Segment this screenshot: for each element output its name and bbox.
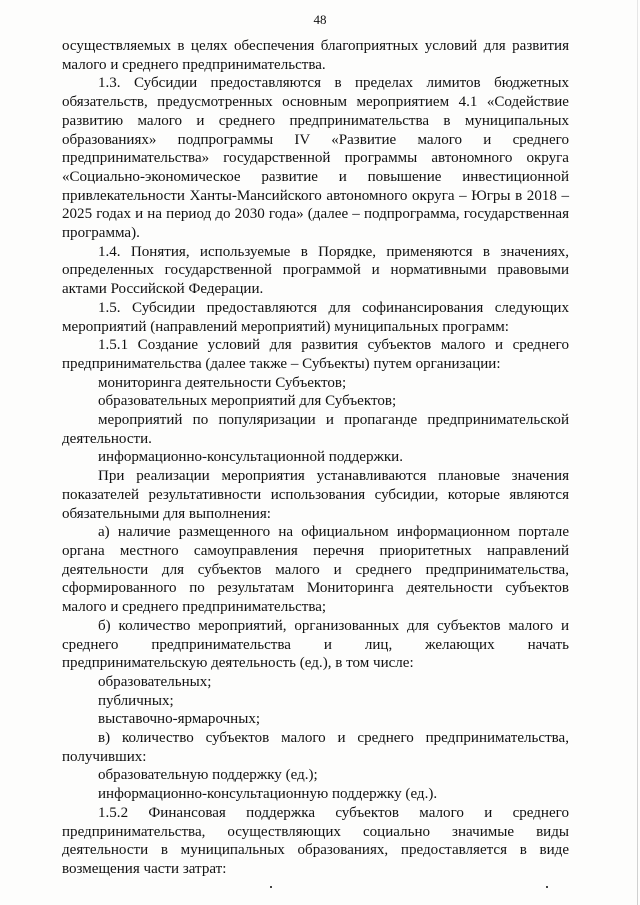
paragraph-1-5-1: 1.5.1 Создание условий для развития субъектов малого и среднего предпринимательства (далее также – Субъекты) путем организации:	[62, 337, 569, 372]
document-body	[62, 37, 569, 879]
list-item-education-events: образовательных мероприятий для Субъектов;	[98, 393, 397, 410]
indicator-c: в) количество субъектов малого и среднего предпринимательства, получивших:	[62, 730, 569, 765]
paragraph-1-5: 1.5. Субсидии предоставляются для софинансирования следующих мероприятий (направлений мероприятий) муниципальных программ:	[62, 299, 569, 335]
scan-edge	[637, 0, 638, 905]
list-item-info-support: информационно-консультационной поддержки.	[98, 449, 403, 466]
indicator-a: а) наличие размещенного на официальном информационном портале органа местного самоуправления перечня приоритетных направлений деятельности для субъектов малого и среднего предпринимательства, сформированного по результатам Мониторинга деятельности субъектов малого и среднего предпринимательства;	[62, 524, 569, 616]
indicator-b: б) количество мероприятий, организованных для субъектов малого и среднего предпринимательства и лиц, желающих начать предпринимательскую деятельность (ед.), в том числе:	[62, 617, 569, 672]
list-item-educational-support: образовательную поддержку (ед.);	[98, 767, 318, 784]
list-item-popularization: мероприятий по популяризации и пропаганде предпринимательской деятельности.	[62, 412, 569, 447]
list-item-consult-support: информационно-консультационную поддержку (ед.).	[98, 786, 438, 803]
paragraph-continuation: осуществляемых в целях обеспечения благоприятных условий для развития малого и среднего предпринимательства.	[62, 38, 569, 73]
paragraph-1-5-2: 1.5.2 Финансовая поддержка субъектов малого и среднего предпринимательства, осуществляющих социально значимые виды деятельности в муниципальных образованиях, предоставляется в виде возмещения части затрат:	[62, 804, 569, 877]
list-item-public: публичных;	[98, 692, 174, 709]
page-number: 48	[313, 12, 327, 27]
paragraph-1-4: 1.4. Понятия, используемые в Порядке, применяются в значениях, определенных государственной программой и нормативными правовыми актами Российской Федерации.	[62, 243, 569, 298]
scan-speck	[270, 886, 272, 888]
list-item-monitoring: мониторинга деятельности Субъектов;	[98, 374, 347, 391]
paragraph-1-3: 1.3. Субсидии предоставляются в пределах лимитов бюджетных обязательств, предусмотренных основным мероприятием 4.1 «Содействие развитию малого и среднего предпринимательства в муниципальных образованиях» подпрограммы IV «Развитие малого и среднего предпринимательства» государственной программы автономного округа «Социально-экономическое развитие и повышение инвестиционной привлекательности Ханты-Мансийского автономного округа – Югры в 2018 – 2025 годах и на период до 2030 года» (далее – подпрограмма, государственная программа).	[62, 75, 569, 242]
paragraph-indicators: При реализации мероприятия устанавливаются плановые значения показателей результативности использования субсидии, которые являются обязательными для выполнения:	[62, 468, 569, 522]
list-item-educational: образовательных;	[98, 673, 212, 690]
list-item-exhibition: выставочно-ярмарочных;	[98, 711, 261, 728]
scan-speck	[546, 886, 548, 888]
